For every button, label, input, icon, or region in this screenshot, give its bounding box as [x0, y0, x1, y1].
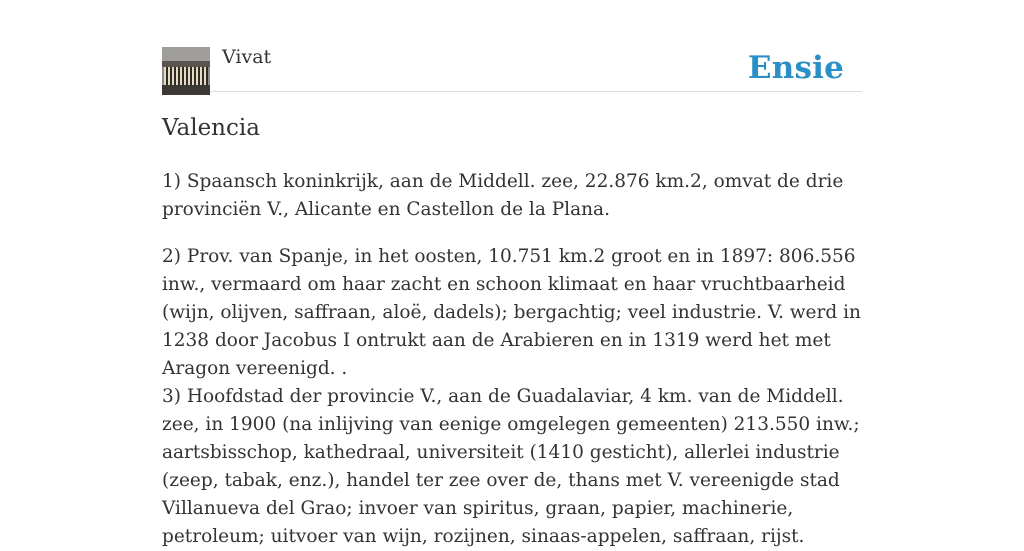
author-name[interactable]: Vivat [222, 46, 272, 68]
page-container [162, 0, 862, 547]
typewriter-avatar-image [162, 47, 210, 95]
paragraph: 2) Prov. van Spanje, in het oosten, 10.751 km.2 groot en in 1897: 806.556 inw., vermaard om haar zacht en schoon klimaat en haar vruchtbaarheid (wijn, olijven, saffraan, aloë, dadels); bergachtig; veel industrie. V. werd in 1238 door Jacobus I ontrukt aan de Arabieren en in 1319 werd het met Aragon vereenigd. . [162, 246, 861, 379]
brand-logo[interactable]: Ensie [747, 50, 844, 86]
avatar[interactable] [162, 47, 210, 95]
paragraph: 3) Hoofdstad der provincie V., aan de Guadalaviar, 4 km. van de Middell. zee, in 1900 (na inlijving van eenige omgelegen gemeenten) 213.550 inw.; aartsbisschop, kathedraal, universiteit (1410 gesticht), allerlei industrie (zeep, tabak, enz.), handel ter zee over de, thans met V. vereenigde stad Villanueva del Grao; invoer van spiritus, graan, papier, machinerie, petroleum; uitvoer van wijn, rozijnen, sinaas-appelen, saffraan, rijst. [162, 386, 860, 547]
page-title: Valencia [162, 115, 260, 141]
paragraph: 1) Spaansch koninkrijk, aan de Middell. zee, 22.876 km.2, omvat de drie provinciën V., Alicante en Castellon de la Plana. [162, 171, 844, 220]
header [162, 0, 862, 92]
article-body [162, 168, 862, 551]
